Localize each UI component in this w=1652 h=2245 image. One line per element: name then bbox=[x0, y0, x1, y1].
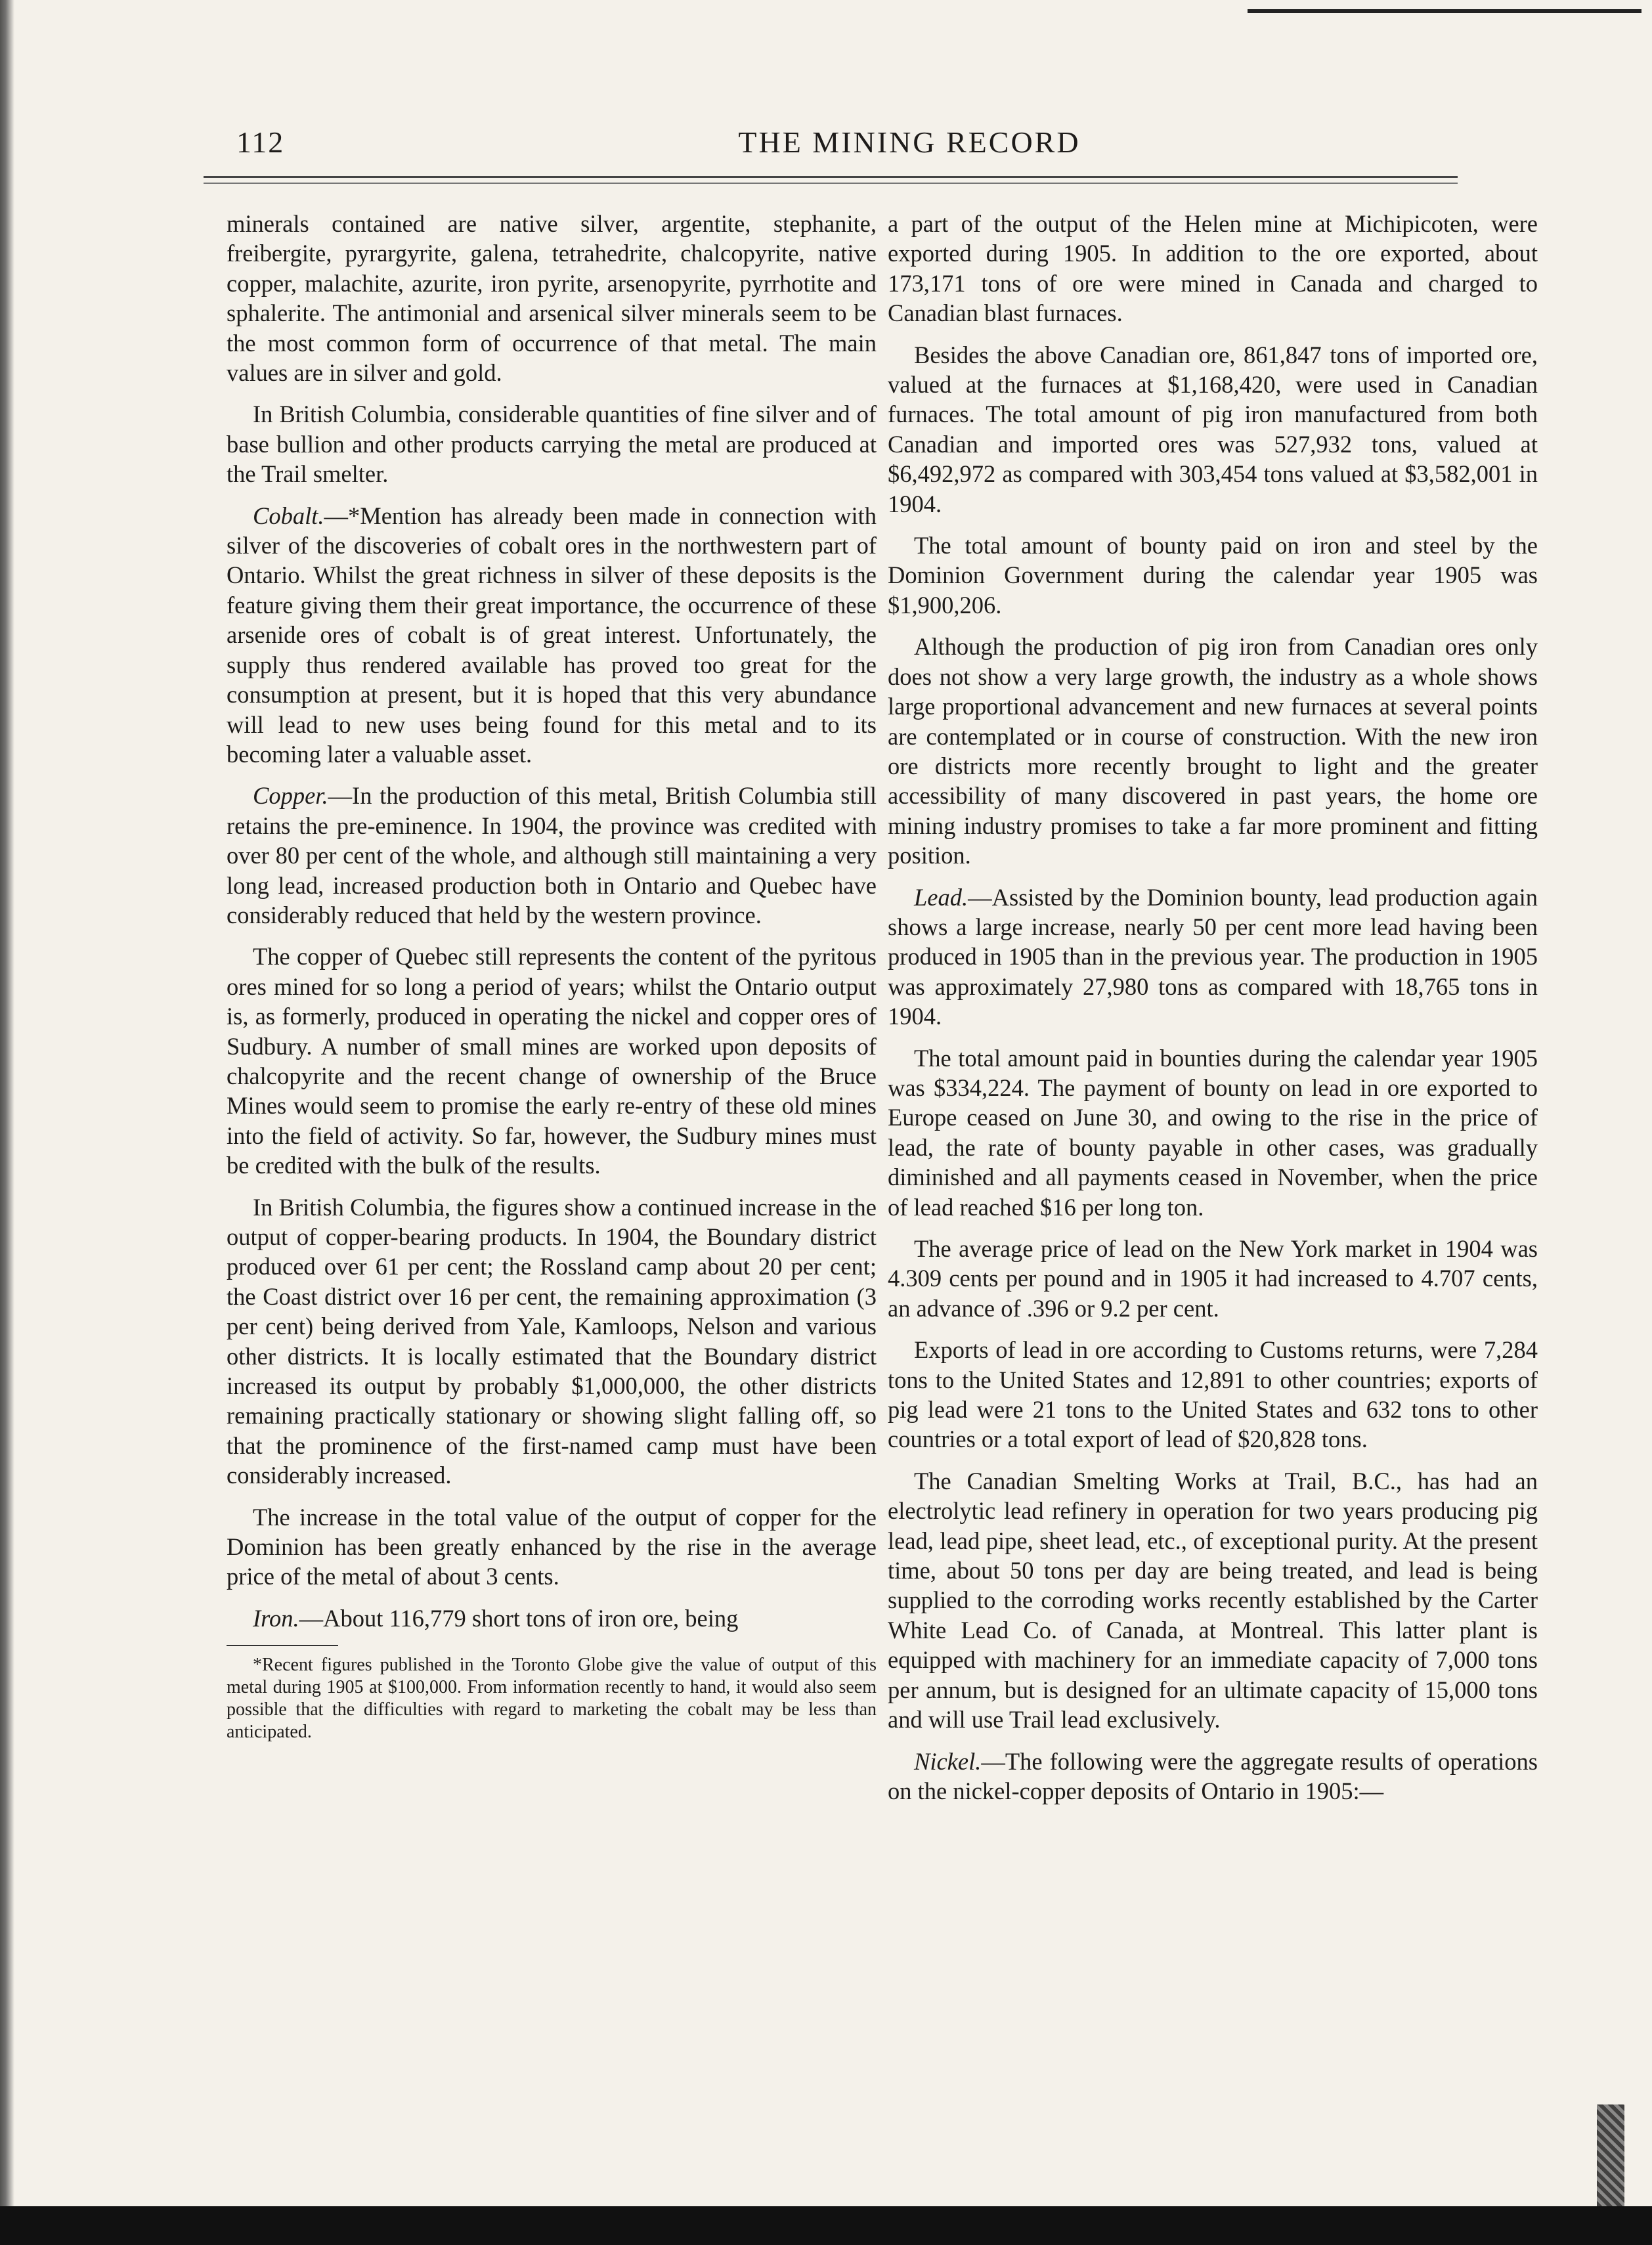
left-column bbox=[227, 209, 877, 1755]
lead-text: —Assisted by the Dominion bounty, lead production again shows a large increase, nearly 50 per cent more lead having been produced in 1905 than in the previous year. The production in 1905 was approximately 27,980 tons as compared with 18,765 tons in 1904. bbox=[888, 883, 1538, 1030]
paragraph-iron bbox=[227, 1603, 877, 1633]
paragraph-bc-copper: In British Columbia, the figures show a continued increase in the output of copper-bearing products. In 1904, the Boundary district produced over 61 per cent; the Rossland camp about 20 per cent; the Coast district over 16 per cent, the remaining approximation (3 per cent) being derived from Yale, Kamloops, Nelson and various other districts. It is locally estimated that the Boundary district increased its output by probably $1,000,000, the other districts remaining practically stationary or showing slight falling off, so that the prominence of the first-named camp must have been considerably increased. bbox=[227, 1193, 877, 1489]
paragraph-iron-bounty: The total amount of bounty paid on iron and steel by the Dominion Government during the calendar year 1905 was $1,900,206. bbox=[888, 532, 1538, 619]
paragraph-helen-mine: a part of the output of the Helen mine at Michipicoten, were exported during 1905. In addition to the ore exported, about 173,171 tons of ore were mined in Canada and charged to Canadian blast furnaces. bbox=[888, 210, 1538, 327]
right-column bbox=[888, 209, 1538, 1818]
paragraph-imported-ore: Besides the above Canadian ore, 861,847 tons of imported ore, valued at the furnaces at $1,168,420, were used in Canadian furnaces. The total amount of pig iron manufactured from both Canadian and imported ores was 527,932 tons, valued at $6,492,972 as compared with 303,454 tons valued at $3,582,001 in 1904. bbox=[888, 341, 1538, 517]
paragraph-minerals: minerals contained are native silver, argentite, stephanite, freibergite, pyrargyrite, galena, tetrahedrite, chalcopyrite, native copper, malachite, azurite, iron pyrite, arsenopyrite, pyrrhotite and sphalerite. The antimonial and arsenical silver minerals seem to be the most common form of occurrence of that metal. The main values are in silver and gold. bbox=[227, 210, 877, 387]
section-head-iron: Iron. bbox=[253, 1604, 299, 1632]
running-title: THE MINING RECORD bbox=[738, 125, 1081, 159]
paragraph-quebec-copper: The copper of Quebec still represents the content of the pyritous ores mined for so long a period of years; whilst the Ontario output is, as formerly, produced in operating the nickel and copper ores of Sudbury. A number of small mines are worked upon deposits of chalcopyrite and the recent change of ownership of the Bruce Mines would seem to promise the early re-entry of these old mines into the field of activity. So far, however, the Sudbury mines must be credited with the bulk of the results. bbox=[227, 943, 877, 1179]
paragraph-british-columbia-silver: In British Columbia, considerable quantities of fine silver and of base bullion and other products carrying the metal are produced at the Trail smelter. bbox=[227, 401, 877, 488]
paragraph-cobalt bbox=[227, 501, 877, 770]
iron-text: —About 116,779 short tons of iron ore, being bbox=[299, 1604, 739, 1632]
cobalt-text: —*Mention has already been made in connection with silver of the discoveries of cobalt ores in the northwestern part of Ontario. Whilst the great richness in silver of these deposits is the feature giving them their great importance, the occurrence of these arsenide ores of cobalt is of great interest. Unfortunately, the supply thus rendered available has proved too great for the consumption at present, but it is hoped that this very abundance will lead to new uses being found for this metal and to its becoming later a valuable asset. bbox=[227, 502, 877, 768]
section-head-nickel: Nickel. bbox=[914, 1747, 982, 1775]
paragraph-copper bbox=[227, 781, 877, 930]
top-edge-rule bbox=[1248, 9, 1641, 13]
paragraph-lead-exports: Exports of lead in ore according to Customs returns, were 7,284 tons to the United States and 12,891 to other countries; exports of pig lead were 21 tons to the United States and 632 tons to other countries or a total export of lead of $20,828 tons. bbox=[888, 1336, 1538, 1453]
header-rule bbox=[204, 176, 1458, 178]
scan-corner-mark bbox=[1597, 2104, 1624, 2206]
copper-text: —In the production of this metal, British Columbia still retains the pre-eminence. In 1904, the province was credited with over 80 per cent of the whole, and although still maintaining a very long lead, increased production both in Ontario and Quebec have considerably reduced that held by the western province. bbox=[227, 782, 877, 928]
footnote-rule bbox=[227, 1645, 338, 1646]
section-head-cobalt: Cobalt. bbox=[253, 502, 324, 529]
page-header bbox=[217, 125, 1602, 177]
scan-bottom-bar bbox=[0, 2206, 1652, 2245]
paragraph-lead-price: The average price of lead on the New York market in 1904 was 4.309 cents per pound and in 1905 it had increased to 4.707 cents, an advance of .396 or 9.2 per cent. bbox=[888, 1235, 1538, 1322]
paragraph-nickel bbox=[888, 1747, 1538, 1806]
nickel-text: —The following were the aggregate results of operations on the nickel-copper deposits of Ontario in 1905:— bbox=[888, 1747, 1538, 1804]
paragraph-copper-value: The increase in the total value of the output of copper for the Dominion has been greatly enhanced by the rise in the average price of the metal of about 3 cents. bbox=[227, 1503, 877, 1590]
footnote: *Recent figures published in the Toronto Globe give the value of output of this metal during 1905 at $100,000. From information recently to hand, it would also seem possible that the difficulties with regard to marketing the cobalt may be less than anticipated. bbox=[227, 1655, 877, 1743]
section-head-lead: Lead. bbox=[914, 883, 968, 911]
section-head-copper: Copper. bbox=[253, 782, 328, 810]
page-number: 112 bbox=[236, 125, 285, 159]
paragraph-trail-refinery: The Canadian Smelting Works at Trail, B.C., has had an electrolytic lead refinery in operation for two years producing pig lead, lead pipe, sheet lead, etc., of exceptional purity. At the present time, about 50 tons per day are being treated, and lead is being supplied to the corroding works recently established by the Carter White Lead Co. of Canada, at Montreal. This latter plant is equipped with machinery for an immediate capacity of 7,000 tons per annum, but is designed for an ultimate capacity of 15,000 tons and will use Trail lead exclusively. bbox=[888, 1467, 1538, 1733]
paragraph-pig-iron-industry: Although the production of pig iron from Canadian ores only does not show a very large growth, the industry as a whole shows large proportional advancement and new furnaces at several points are contemplated or in course of construction. With the new iron ore districts more recently brought to light and the greater accessibility of many discovered in past years, the home ore mining industry promises to take a far more prominent and fitting position. bbox=[888, 633, 1538, 869]
paragraph-lead-bounties: The total amount paid in bounties during the calendar year 1905 was $334,224. The payment of bounty on lead in ore exported to Europe ceased on June 30, and owing to the rise in the price of lead, the rate of bounty payable in other cases, was gradually diminished and all payments ceased in November, when the price of lead reached $16 per long ton. bbox=[888, 1044, 1538, 1221]
header-rule-secondary bbox=[204, 183, 1458, 184]
scan-left-edge bbox=[0, 0, 14, 2245]
paragraph-lead bbox=[888, 883, 1538, 1032]
